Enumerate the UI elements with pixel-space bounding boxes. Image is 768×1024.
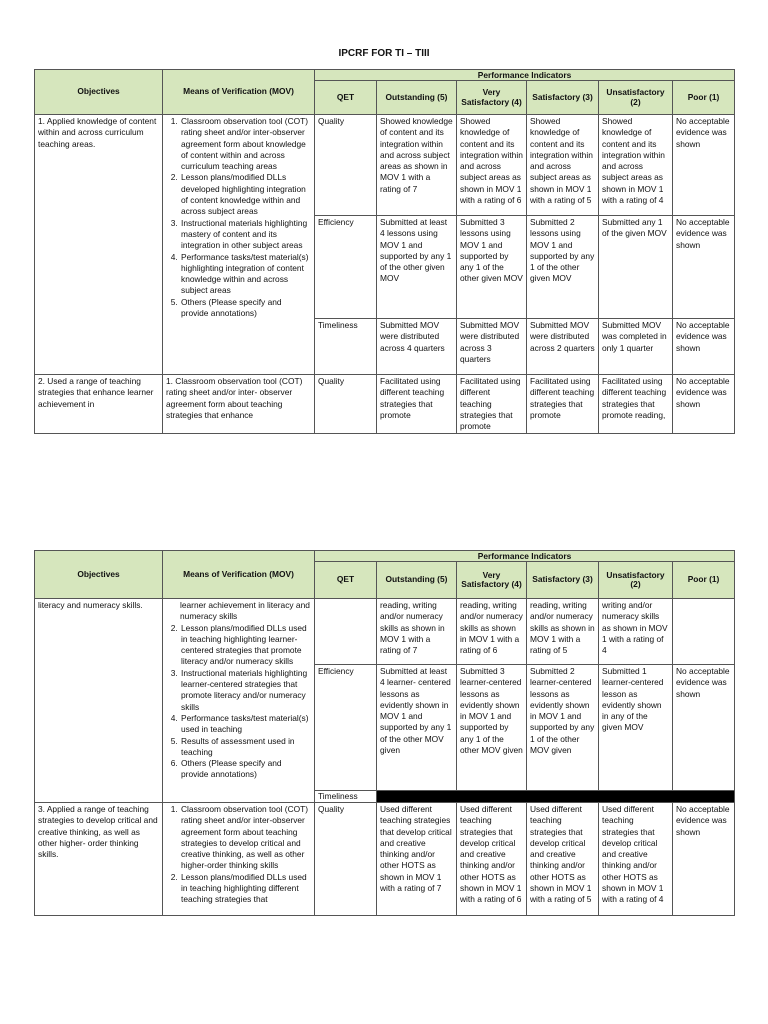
very-satisfactory-cell: Submitted 3 learner-centered lessons as evidently shown in MOV 1 and supported by any 1 of the other MOV given <box>457 665 527 791</box>
qet-cell: Timeliness <box>315 319 377 375</box>
mov-cell <box>163 115 315 375</box>
unsatisfactory-cell: Used different teaching strategies that develop critical and creative thinking and/or other HOTS as shown in MOV 1 with a rating of 4 <box>599 803 673 916</box>
outstanding-header: Outstanding (5) <box>377 81 457 115</box>
unsatisfactory-cell: writing and/or numeracy skills as shown in MOV 1 with a rating of 4 <box>599 599 673 665</box>
mov-list <box>166 623 311 781</box>
satisfactory-cell: Used different teaching strategies that develop critical and creative thinking and/or other HOTS as shown in MOV 1 with a rating of 5 <box>527 803 599 916</box>
very-satisfactory-header: Very Satisfactory (4) <box>457 562 527 599</box>
qet-cell: Timeliness <box>315 791 377 803</box>
outstanding-cell: Facilitated using different teaching strategies that promote <box>377 375 457 434</box>
mov-item: 1. Classroom observation tool (COT) rating sheet and/or inter-observer agreement form about teaching strategies to develop critical and creative thinking, as well as other higher-order thinking skills <box>180 804 311 872</box>
very-satisfactory-cell: Submitted MOV were distributed across 3 quarters <box>457 319 527 375</box>
qet-cell <box>315 599 377 665</box>
poor-cell: No acceptable evidence was shown <box>673 803 735 916</box>
mov-list <box>166 116 311 319</box>
poor-cell: No acceptable evidence was shown <box>673 375 735 434</box>
objective-cell: literacy and numeracy skills. <box>35 599 163 803</box>
qet-header: QET <box>315 562 377 599</box>
poor-header: Poor (1) <box>673 562 735 599</box>
mov-intro: learner achievement in literacy and numeracy skills <box>180 600 310 622</box>
qet-cell: Efficiency <box>315 665 377 791</box>
mov-item: 5. Results of assessment used in teaching <box>180 736 311 759</box>
outstanding-cell: Submitted at least 4 lessons using MOV 1 and supported by any 1 of the other given MOV <box>377 216 457 319</box>
outstanding-cell: Used different teaching strategies that develop critical and creative thinking and/or other HOTS as shown in MOV 1 with a rating of 7 <box>377 803 457 916</box>
poor-cell: No acceptable evidence was shown <box>673 665 735 791</box>
outstanding-cell: Submitted MOV were distributed across 4 quarters <box>377 319 457 375</box>
table-row <box>35 803 735 916</box>
mov-item: 1. Classroom observation tool (COT) rating sheet and/or inter-observer agreement form about knowledge of content within and across curriculum teaching areas <box>180 116 311 172</box>
unsatisfactory-header: Unsatisfactory (2) <box>599 81 673 115</box>
qet-cell: Efficiency <box>315 216 377 319</box>
mov-cell: 1. Classroom observation tool (COT) rating sheet and/or inter- observer agreement form about teaching strategies that enhance <box>163 375 315 434</box>
ipcrf-table-1 <box>34 69 735 434</box>
objective-cell: 3. Applied a range of teaching strategies to develop critical and creative thinking, as well as other higher- order thinking skills. <box>35 803 163 916</box>
satisfactory-cell: Facilitated using different teaching strategies that promote <box>527 375 599 434</box>
outstanding-cell: Showed knowledge of content and its integration within and across subject areas as shown in MOV 1 with a rating of 7 <box>377 115 457 216</box>
outstanding-cell: reading, writing and/or numeracy skills as shown in MOV 1 with a rating of 7 <box>377 599 457 665</box>
mov-item: 3. Instructional materials highlighting learner-centered strategies that promote literacy and/or numeracy skills <box>180 668 311 713</box>
mov-header: Means of Verification (MOV) <box>163 70 315 115</box>
objectives-header: Objectives <box>35 551 163 599</box>
unsatisfactory-cell: Facilitated using different teaching strategies that promote reading, <box>599 375 673 434</box>
very-satisfactory-cell: Showed knowledge of content and its integration within and across subject areas as shown in MOV 1 with a rating of 6 <box>457 115 527 216</box>
satisfactory-header: Satisfactory (3) <box>527 81 599 115</box>
qet-cell: Quality <box>315 115 377 216</box>
very-satisfactory-cell: Submitted 3 lessons using MOV 1 and supported by any 1 of the other given MOV <box>457 216 527 319</box>
unsatisfactory-header: Unsatisfactory (2) <box>599 562 673 599</box>
mov-item: 5. Others (Please specify and provide annotations) <box>180 297 311 320</box>
unsatisfactory-cell: Submitted 1 learner-centered lesson as evidently shown in any of the given MOV <box>599 665 673 791</box>
satisfactory-cell: Submitted 2 learner-centered lessons as evidently shown in MOV 1 and supported by any 1 of the other MOV given <box>527 665 599 791</box>
mov-header: Means of Verification (MOV) <box>163 551 315 599</box>
qet-cell: Quality <box>315 803 377 916</box>
performance-indicators-header: Performance Indicators <box>315 70 735 81</box>
mov-item: 2. Lesson plans/modified DLLs developed highlighting integration of content knowledge within and across subject areas <box>180 172 311 217</box>
objective-cell: 2. Used a range of teaching strategies that enhance learner achievement in <box>35 375 163 434</box>
redaction-bar <box>377 791 735 803</box>
very-satisfactory-header: Very Satisfactory (4) <box>457 81 527 115</box>
very-satisfactory-cell: reading, writing and/or numeracy skills as shown in MOV 1 with a rating of 6 <box>457 599 527 665</box>
poor-cell: No acceptable evidence was shown <box>673 115 735 216</box>
document-title: IPCRF FOR TI – TIII <box>338 48 430 59</box>
ipcrf-table-2 <box>34 550 735 916</box>
table-row <box>35 599 735 665</box>
mov-cell <box>163 803 315 916</box>
satisfactory-header: Satisfactory (3) <box>527 562 599 599</box>
objective-cell: 1. Applied knowledge of content within and across curriculum teaching areas. <box>35 115 163 375</box>
very-satisfactory-cell: Facilitated using different teaching strategies that promote <box>457 375 527 434</box>
poor-cell: No acceptable evidence was shown <box>673 216 735 319</box>
mov-item: 2. Lesson plans/modified DLLs used in teaching highlighting learner-centered strategies that promote literacy and/or numeracy skills <box>180 623 311 668</box>
performance-indicators-header: Performance Indicators <box>315 551 735 562</box>
outstanding-header: Outstanding (5) <box>377 562 457 599</box>
qet-cell: Quality <box>315 375 377 434</box>
outstanding-cell: Submitted at least 4 learner- centered lessons as evidently shown in MOV 1 and supported by any 1 of the other MOV given <box>377 665 457 791</box>
unsatisfactory-cell: Submitted MOV was completed in only 1 quarter <box>599 319 673 375</box>
satisfactory-cell: Submitted MOV were distributed across 2 quarters <box>527 319 599 375</box>
unsatisfactory-cell: Submitted any 1 of the given MOV <box>599 216 673 319</box>
satisfactory-cell: Submitted 2 lessons using MOV 1 and supported by any 1 of the other given MOV <box>527 216 599 319</box>
poor-cell <box>673 599 735 665</box>
mov-item: 4. Performance tasks/test material(s) highlighting integration of content knowledge within and across subject areas <box>180 252 311 297</box>
mov-item: 4. Performance tasks/test material(s) used in teaching <box>180 713 311 736</box>
objectives-header: Objectives <box>35 70 163 115</box>
mov-item: 2. Lesson plans/modified DLLs used in teaching highlighting different teaching strategies that <box>180 872 311 906</box>
unsatisfactory-cell: Showed knowledge of content and its integration within and across subject areas as shown in MOV 1 with a rating of 4 <box>599 115 673 216</box>
satisfactory-cell: Showed knowledge of content and its integration within and across subject areas as shown in MOV 1 with a rating of 5 <box>527 115 599 216</box>
qet-header: QET <box>315 81 377 115</box>
table-row <box>35 375 735 434</box>
very-satisfactory-cell: Used different teaching strategies that develop critical and creative thinking and/or other HOTS as shown in MOV 1 with a rating of 6 <box>457 803 527 916</box>
satisfactory-cell: reading, writing and/or numeracy skills as shown in MOV 1 with a rating of 5 <box>527 599 599 665</box>
table-row <box>35 115 735 216</box>
mov-list <box>166 804 311 906</box>
mov-item: 6. Others (Please specify and provide annotations) <box>180 758 311 781</box>
poor-cell: No acceptable evidence was shown <box>673 319 735 375</box>
mov-item: 3. Instructional materials highlighting mastery of content and its integration in other subject areas <box>180 218 311 252</box>
mov-cell <box>163 599 315 803</box>
poor-header: Poor (1) <box>673 81 735 115</box>
